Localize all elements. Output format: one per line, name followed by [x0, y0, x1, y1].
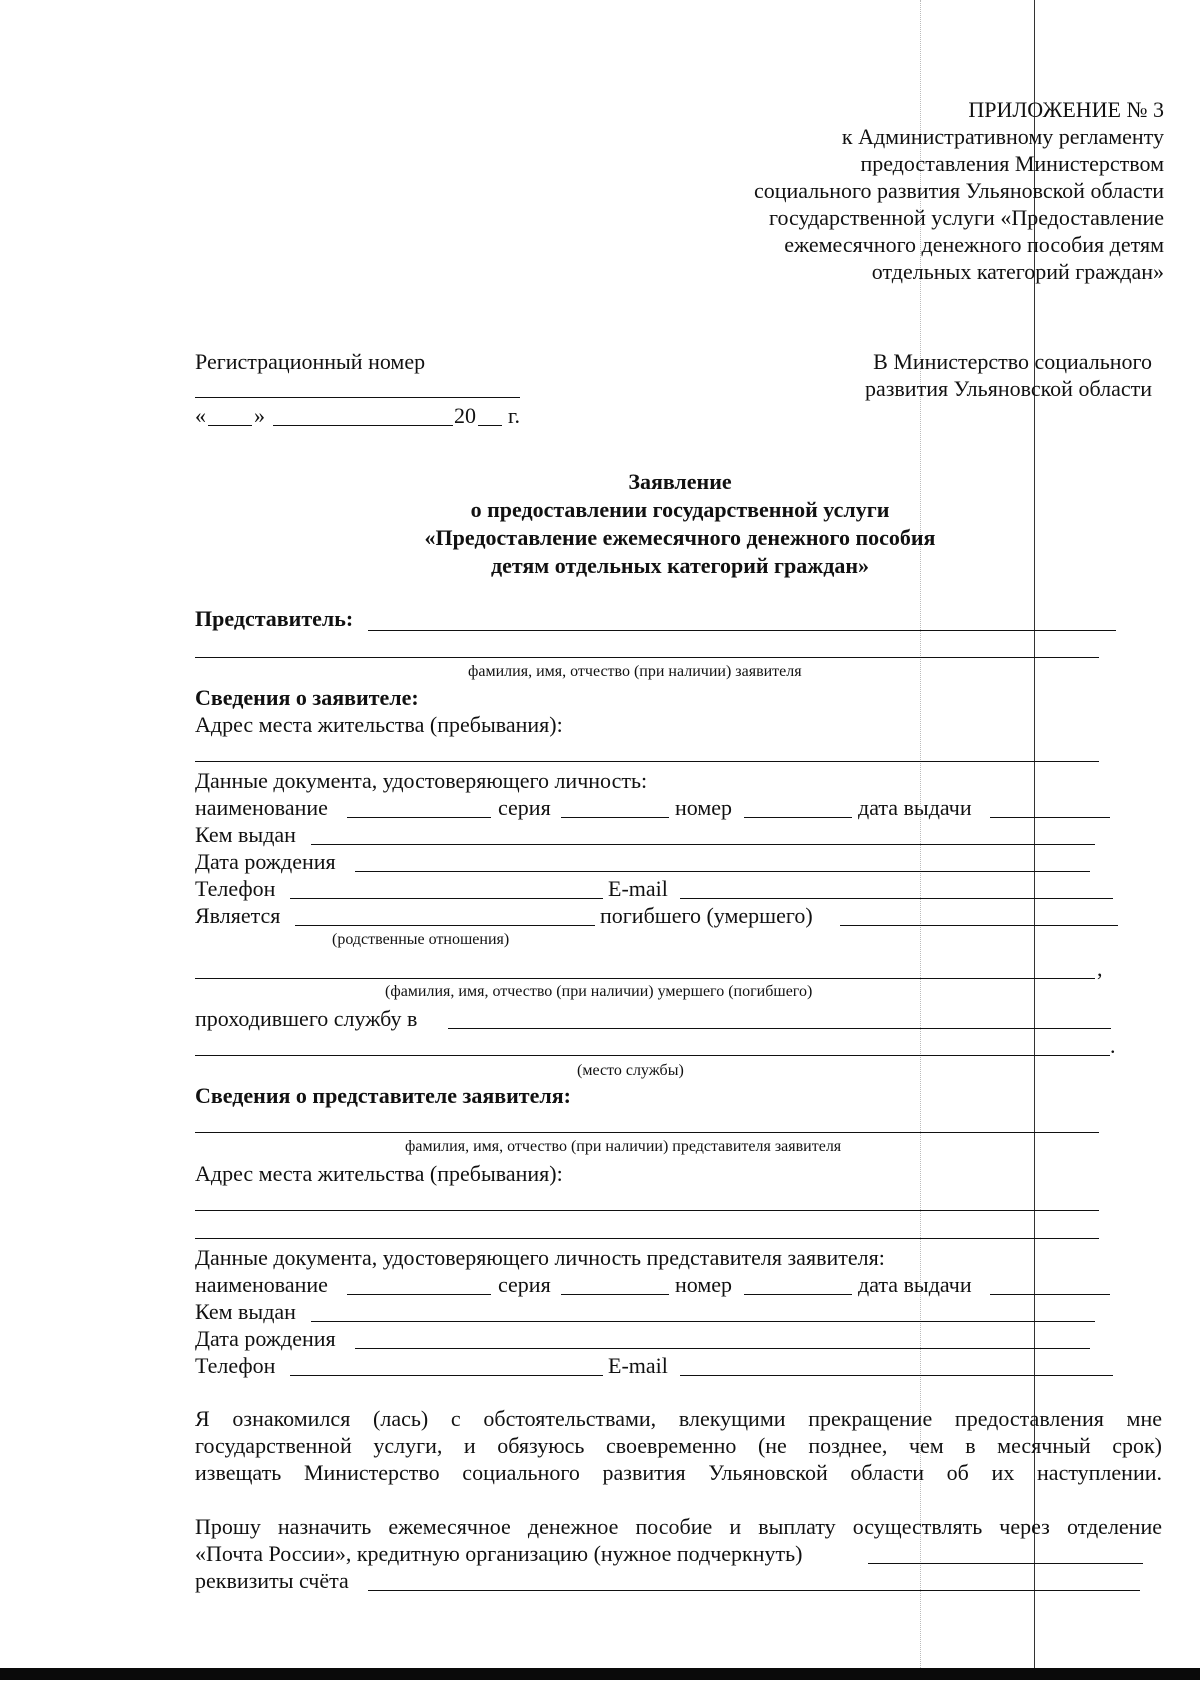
applicant-doc-label: Данные документа, удостоверяющего личность: — [195, 768, 648, 793]
applicant-doc-series-field[interactable] — [561, 817, 669, 818]
applicant-deceased-label: погибшего (умершего) — [600, 903, 813, 928]
payment-request-line: Прошу назначить ежемесячное денежное пособие и выплату осуществлять через отделение — [195, 1514, 1162, 1539]
appendix-line: государственной услуги «Предоставление — [768, 205, 1164, 230]
scan-bottom-edge — [0, 1668, 1200, 1680]
applicant-phone-label: Телефон — [195, 876, 276, 901]
rep-name-hint: фамилия, имя, отчество (при наличии) представителя заявителя — [405, 1138, 842, 1155]
applicant-doc-number-label: номер — [675, 795, 733, 820]
rep-doc-name-field[interactable] — [347, 1294, 491, 1295]
applicant-birth-field[interactable] — [355, 871, 1090, 872]
title-line: детям отдельных категорий граждан» — [490, 553, 870, 578]
applicant-email-field[interactable] — [680, 898, 1113, 899]
applicant-deceased-hint: (фамилия, имя, отчество (при наличии) умершего (погибшего) — [385, 983, 813, 1000]
rep-address-field[interactable] — [195, 1210, 1099, 1211]
rep-address-field-2[interactable] — [195, 1238, 1099, 1239]
applicant-service-field[interactable] — [448, 1028, 1111, 1029]
payment-request-line: «Почта России», кредитную организацию (нужное подчеркнуть) — [195, 1541, 803, 1566]
applicant-doc-name-field[interactable] — [347, 817, 491, 818]
registration-year-prefix: 20 — [454, 403, 476, 428]
applicant-deceased-relation-field[interactable] — [840, 925, 1118, 926]
applicant-service-hint: (место службы) — [577, 1062, 684, 1079]
registration-label: Регистрационный номер — [195, 349, 426, 374]
applicant-heading: Сведения о заявителе: — [195, 685, 419, 710]
payment-method-field[interactable] — [868, 1563, 1143, 1564]
rep-doc-series-label: серия — [498, 1272, 551, 1297]
applicant-comma: , — [1097, 956, 1103, 981]
appendix-header — [464, 96, 1164, 285]
representative-field-2[interactable] — [195, 657, 1099, 658]
rep-doc-series-field[interactable] — [561, 1294, 669, 1295]
applicant-issued-by-field[interactable] — [311, 844, 1095, 845]
appendix-line: к Административному регламенту — [841, 124, 1164, 149]
applicant-doc-date-field[interactable] — [990, 817, 1110, 818]
title-line: о предоставлении государственной услуги — [470, 497, 890, 522]
rep-address-label: Адрес места жительства (пребывания): — [195, 1161, 563, 1186]
applicant-relation-hint: (родственные отношения) — [332, 931, 510, 948]
rep-phone-field[interactable] — [290, 1375, 603, 1376]
applicant-address-field[interactable] — [195, 761, 1099, 762]
appendix-line: ПРИЛОЖЕНИЕ № 3 — [968, 97, 1164, 122]
representative-hint: фамилия, имя, отчество (при наличии) заявителя — [468, 663, 802, 680]
applicant-doc-name-label: наименование — [195, 795, 328, 820]
registration-month-field[interactable] — [273, 425, 453, 426]
registration-year-suffix: г. — [508, 403, 521, 428]
document-title — [230, 468, 1130, 580]
applicant-doc-number-field[interactable] — [744, 817, 852, 818]
acknowledgement-line: государственной услуги, и обязуюсь своевременно (не позднее, чем в месячный срок) — [195, 1433, 1162, 1458]
applicant-address-label: Адрес места жительства (пребывания): — [195, 712, 563, 737]
rep-heading: Сведения о представителе заявителя: — [195, 1083, 571, 1108]
appendix-line: ежемесячного денежного пособия детям — [784, 232, 1164, 257]
representative-field[interactable] — [368, 630, 1116, 631]
rep-birth-field[interactable] — [355, 1348, 1090, 1349]
registration-day-field[interactable] — [208, 425, 252, 426]
rep-doc-label: Данные документа, удостоверяющего личность представителя заявителя: — [195, 1245, 885, 1270]
applicant-relation-field[interactable] — [295, 925, 595, 926]
rep-doc-date-label: дата выдачи — [858, 1272, 972, 1297]
rep-issued-by-field[interactable] — [311, 1321, 1095, 1322]
applicant-is-label: Является — [195, 903, 281, 928]
applicant-doc-date-label: дата выдачи — [858, 795, 972, 820]
rep-issued-by-label: Кем выдан — [195, 1299, 296, 1324]
applicant-service-field-2[interactable] — [195, 1055, 1110, 1056]
appendix-line: социального развития Ульяновской области — [753, 178, 1164, 203]
account-details-label: реквизиты счёта — [195, 1568, 349, 1593]
title-line: Заявление — [628, 469, 732, 494]
registration-number-field[interactable] — [195, 397, 520, 398]
representative-label: Представитель: — [195, 606, 354, 631]
rep-doc-name-label: наименование — [195, 1272, 328, 1297]
rep-email-field[interactable] — [680, 1375, 1113, 1376]
title-line: «Предоставление ежемесячного денежного пособия — [424, 525, 936, 550]
applicant-phone-field[interactable] — [290, 898, 603, 899]
appendix-line: предоставления Министерством — [860, 151, 1164, 176]
registration-date-open: « — [195, 403, 206, 428]
account-details-field[interactable] — [368, 1590, 1140, 1591]
rep-birth-label: Дата рождения — [195, 1326, 336, 1351]
applicant-period: . — [1110, 1033, 1116, 1058]
appendix-line: отдельных категорий граждан» — [871, 259, 1164, 284]
rep-doc-number-label: номер — [675, 1272, 733, 1297]
registration-year-field[interactable] — [478, 425, 502, 426]
addressee-line: развития Ульяновской области — [864, 376, 1152, 401]
applicant-doc-series-label: серия — [498, 795, 551, 820]
rep-name-field[interactable] — [195, 1132, 1099, 1133]
applicant-birth-label: Дата рождения — [195, 849, 336, 874]
applicant-service-label: проходившего службу в — [195, 1006, 418, 1031]
acknowledgement-line: извещать Министерство социального развития Ульяновской области об их наступлении. — [195, 1460, 1162, 1485]
acknowledgement-line: Я ознакомился (лась) с обстоятельствами, влекущими прекращение предоставления мне — [195, 1406, 1162, 1431]
rep-email-label: E-mail — [608, 1353, 668, 1378]
rep-doc-date-field[interactable] — [990, 1294, 1110, 1295]
applicant-issued-by-label: Кем выдан — [195, 822, 296, 847]
applicant-email-label: E-mail — [608, 876, 668, 901]
addressee-line: В Министерство социального — [873, 349, 1152, 374]
applicant-deceased-name-field[interactable] — [195, 978, 1095, 979]
registration-date-close: » — [254, 403, 265, 428]
rep-phone-label: Телефон — [195, 1353, 276, 1378]
rep-doc-number-field[interactable] — [744, 1294, 852, 1295]
